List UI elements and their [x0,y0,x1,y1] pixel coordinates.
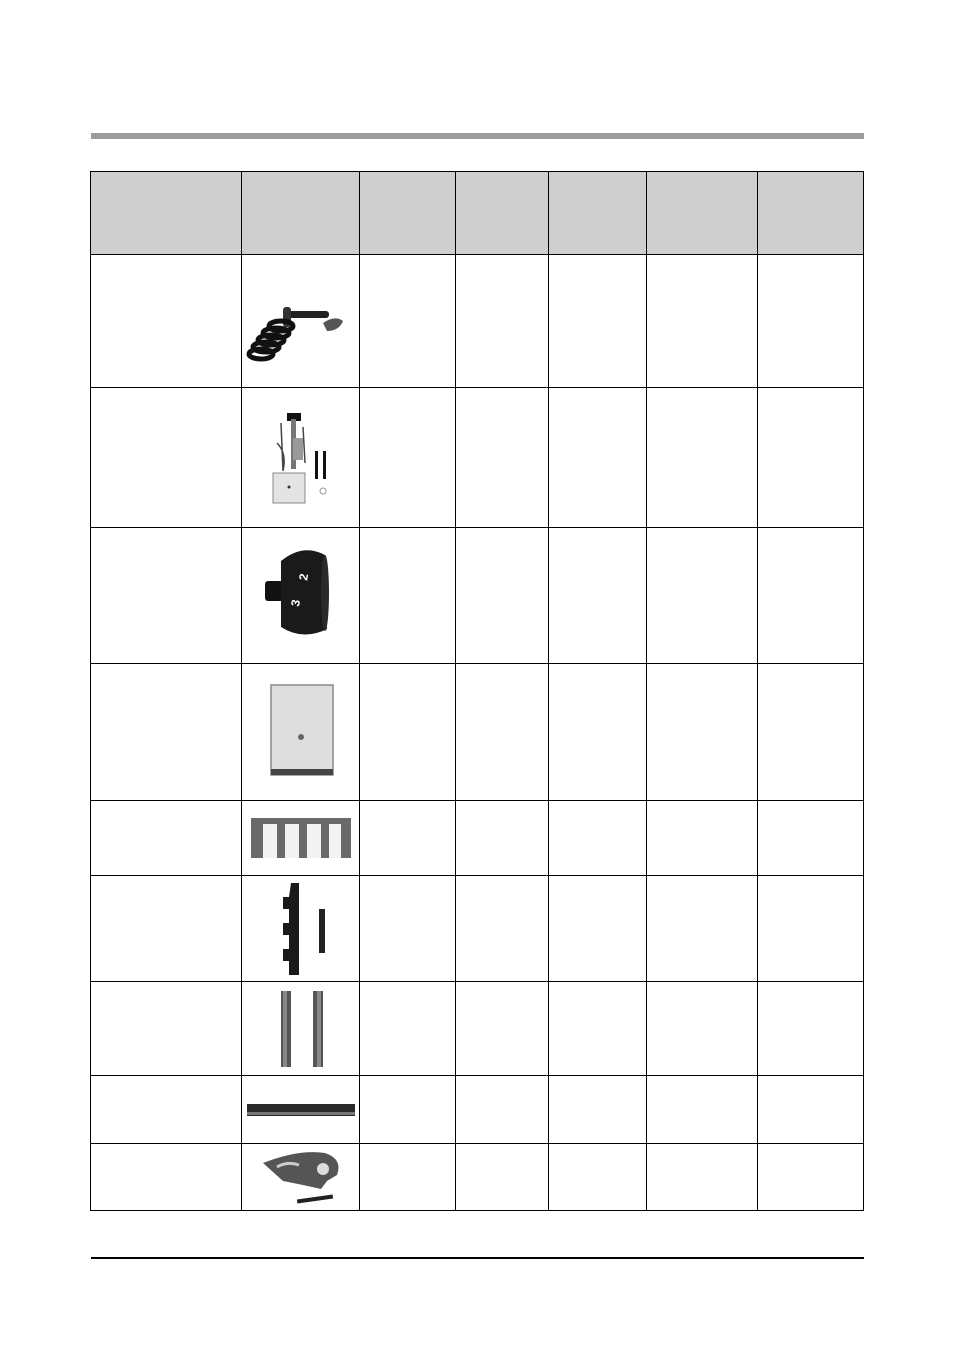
table-row [91,1076,864,1144]
data-cell [360,664,456,801]
data-cell [758,982,864,1076]
picture-cell [242,876,360,982]
data-cell [360,528,456,664]
data-cell [758,1144,864,1211]
data-cell [647,801,758,876]
data-cell [758,801,864,876]
data-cell [549,1144,647,1211]
header-cell [647,172,758,255]
picture-cell [242,982,360,1076]
data-cell [549,801,647,876]
data-cell [549,255,647,388]
picture-cell [242,388,360,528]
description-cell [91,255,242,388]
header-rule [91,133,864,139]
table-row [91,388,864,528]
table-row [91,1144,864,1211]
data-cell [647,528,758,664]
table-header-row [91,172,864,255]
footer-rule [91,1257,864,1259]
data-cell [456,1076,549,1144]
picture-cell [242,1076,360,1144]
header-cell [758,172,864,255]
data-cell [456,876,549,982]
data-cell [758,876,864,982]
notched-grate-part-icon [243,806,359,870]
description-cell [91,982,242,1076]
data-cell [647,255,758,388]
data-cell [456,255,549,388]
description-cell [91,388,242,528]
knob-marking-2: 2 [295,572,311,582]
table-row [91,982,864,1076]
data-cell [758,664,864,801]
metal-plate-part-icon [243,669,359,795]
header-cell [242,172,360,255]
spring-lever-part-icon [243,271,359,371]
data-cell [360,801,456,876]
picture-cell [242,801,360,876]
data-cell [549,528,647,664]
data-cell [360,388,456,528]
description-cell [91,664,242,801]
data-cell [647,876,758,982]
data-cell [456,664,549,801]
data-cell [360,982,456,1076]
data-cell [456,982,549,1076]
data-cell [360,1144,456,1211]
data-cell [758,388,864,528]
table-row [91,801,864,876]
description-cell [91,1144,242,1211]
header-cell [360,172,456,255]
parts-table [90,171,864,1211]
header-cell [456,172,549,255]
long-bar-part-icon [243,1090,359,1130]
picture-cell [242,1144,360,1211]
table-row [91,664,864,801]
description-cell [91,1076,242,1144]
data-cell [647,1076,758,1144]
stepped-bar-and-pin-part-icon [243,879,359,979]
table-row [91,876,864,982]
data-cell [549,876,647,982]
data-cell [456,528,549,664]
header-cell [549,172,647,255]
data-cell [549,982,647,1076]
data-cell [549,388,647,528]
table-row [91,528,864,664]
data-cell [360,1076,456,1144]
picture-cell [242,528,360,664]
table-row [91,255,864,388]
data-cell [360,255,456,388]
picture-cell [242,664,360,801]
numbered-knob-part-icon [243,533,359,659]
data-cell [456,1144,549,1211]
data-cell [647,388,758,528]
data-cell [647,1144,758,1211]
data-cell [360,876,456,982]
description-cell [91,801,242,876]
picture-cell [242,255,360,388]
data-cell [456,388,549,528]
description-cell [91,876,242,982]
channel-rails-part-icon [243,985,359,1073]
knob-marking-3: 3 [287,598,303,608]
data-cell [758,255,864,388]
description-cell [91,528,242,664]
switch-assembly-part-icon [243,393,359,523]
data-cell [647,664,758,801]
data-cell [456,801,549,876]
data-cell [758,528,864,664]
data-cell [549,1076,647,1144]
hook-latch-part-icon [243,1145,359,1209]
data-cell [549,664,647,801]
data-cell [758,1076,864,1144]
data-cell [647,982,758,1076]
header-cell [91,172,242,255]
